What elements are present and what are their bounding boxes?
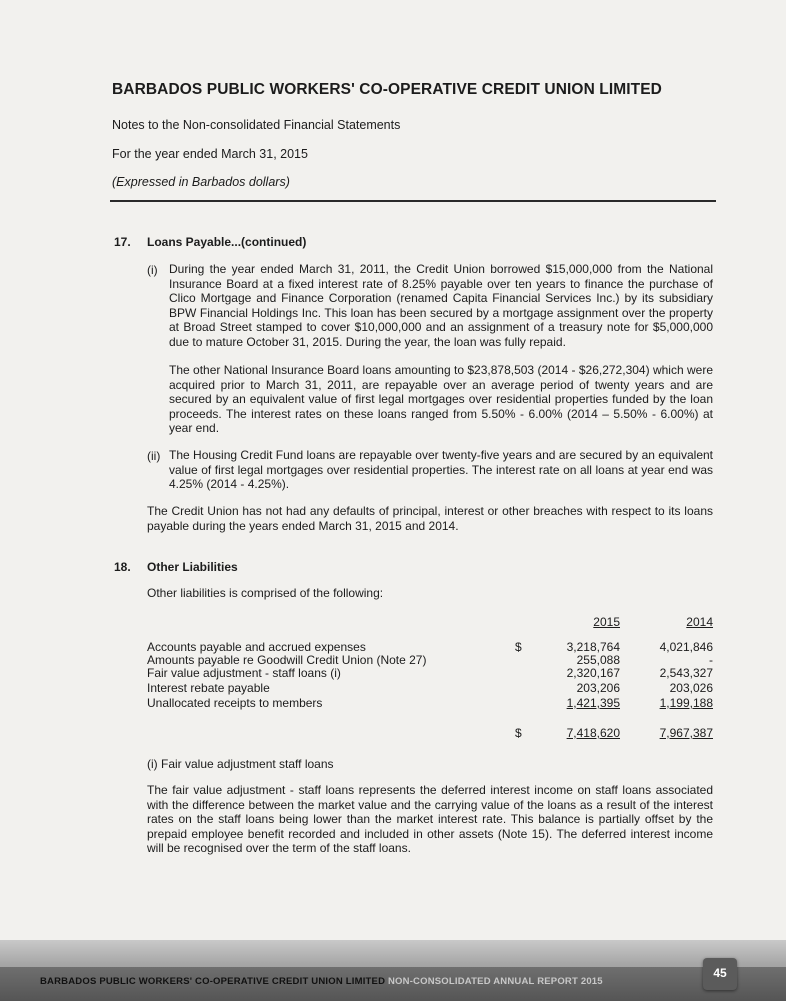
item-i-paragraph-1: During the year ended March 31, 2011, the Credit Union borrowed $15,000,000 from the National Insurance Board at a fixed interest rate of 8.25% payable over ten years to finance the purchase of Clico Mortgage and Finance Corporation (renamed Capita Financial Services Inc.) by its subsidiary BPW Financial Holdings Inc. This loan has been secured by a mortgage assignment over the property at Broad Street stamped to cover $10,000,000 and an assignment of a treasury note for $5,000,000 due to mature October 31, 2015. During the year, the loan was fully repaid. [169, 262, 713, 349]
table-row [147, 667, 713, 680]
footer-text [40, 976, 603, 987]
section-18-intro: Other liabilities is comprised of the following: [147, 586, 384, 600]
table-row [147, 682, 713, 695]
section-18-number: 18. [114, 560, 131, 574]
row-value-2015: 255,088 [576, 653, 620, 667]
page-number: 45 [713, 966, 727, 980]
item-ii-marker: (ii) [147, 449, 161, 463]
table-row [147, 697, 713, 710]
section-17-title: Loans Payable...(continued) [147, 235, 307, 249]
section-17-number: 17. [114, 235, 131, 249]
document-subtitle: Notes to the Non-consolidated Financial Statements [112, 118, 401, 132]
row-label: Unallocated receipts to members [147, 696, 323, 710]
section-17-closing: The Credit Union has not had any defaults of principal, interest or other breaches with respect to its loans payable during the years ended March 31, 2015 and 2014. [147, 504, 713, 533]
document-title: BARBADOS PUBLIC WORKERS' CO-OPERATIVE CREDIT UNION LIMITED [112, 81, 662, 98]
row-value-2014: 2,543,327 [659, 666, 713, 680]
item-ii-paragraph: The Housing Credit Fund loans are repayable over twenty-five years and are secured by an equivalent value of first legal mortgages over residential properties. The interest rate on all loans at year end was 4.25% (2014 - 4.25%). [169, 448, 713, 491]
row-value-2015: 2,320,167 [566, 666, 620, 680]
section-18-title: Other Liabilities [147, 560, 238, 574]
total-row [147, 727, 713, 740]
item-i-paragraph-2: The other National Insurance Board loans amounting to $23,878,503 (2014 - $26,272,304) which were acquired prior to March 31, 2011, are repayable over an average period of twenty years and are secured by an equivalent value of first legal mortgages over residential properties funded by the loan proceeds. The interest rates on these loans ranged from 5.50% - 6.00% (2014 – 5.50% - 6.00%) at year end. [169, 363, 713, 435]
row-value-2015: 1,421,395 [566, 696, 620, 710]
note-i-title: (i) Fair value adjustment staff loans [147, 757, 334, 771]
row-label: Fair value adjustment - staff loans (i) [147, 666, 341, 680]
row-value-2015: 203,206 [576, 681, 620, 695]
row-value-2014: 4,021,846 [659, 640, 713, 654]
row-value-2014: - [709, 653, 713, 667]
row-label: Amounts payable re Goodwill Credit Union (Note 27) [147, 653, 427, 667]
total-value-2015: 7,418,620 [566, 726, 620, 740]
column-header-2015: 2015 [593, 615, 620, 629]
row-label: Interest rebate payable [147, 681, 270, 695]
row-value-2014: 1,199,188 [659, 696, 713, 710]
row-label: Accounts payable and accrued expenses [147, 640, 366, 654]
reporting-period: For the year ended March 31, 2015 [112, 147, 308, 161]
total-currency: $ [515, 726, 522, 740]
row-currency: $ [515, 640, 522, 654]
currency-note: (Expressed in Barbados dollars) [112, 175, 290, 189]
row-value-2015: 3,218,764 [566, 640, 620, 654]
footer-report-title: NON-CONSOLIDATED ANNUAL REPORT 2015 [387, 976, 603, 987]
item-i-marker: (i) [147, 263, 158, 277]
footer-org: BARBADOS PUBLIC WORKERS' CO-OPERATIVE CREDIT UNION LIMITED [40, 976, 386, 987]
total-value-2014: 7,967,387 [659, 726, 713, 740]
column-header-2014: 2014 [686, 615, 713, 629]
row-value-2014: 203,026 [669, 681, 713, 695]
note-i-body: The fair value adjustment - staff loans represents the deferred interest income on staff loans associated with the difference between the market value and the carrying value of the loans as a result of the interest rates on the staff loans being lower than the market interest rate. This balance is partially offset by the prepaid employee benefit recorded and included in other assets (Note 15). The deferred interest income will be recognised over the term of the staff loans. [147, 783, 713, 855]
header-divider [110, 200, 716, 202]
